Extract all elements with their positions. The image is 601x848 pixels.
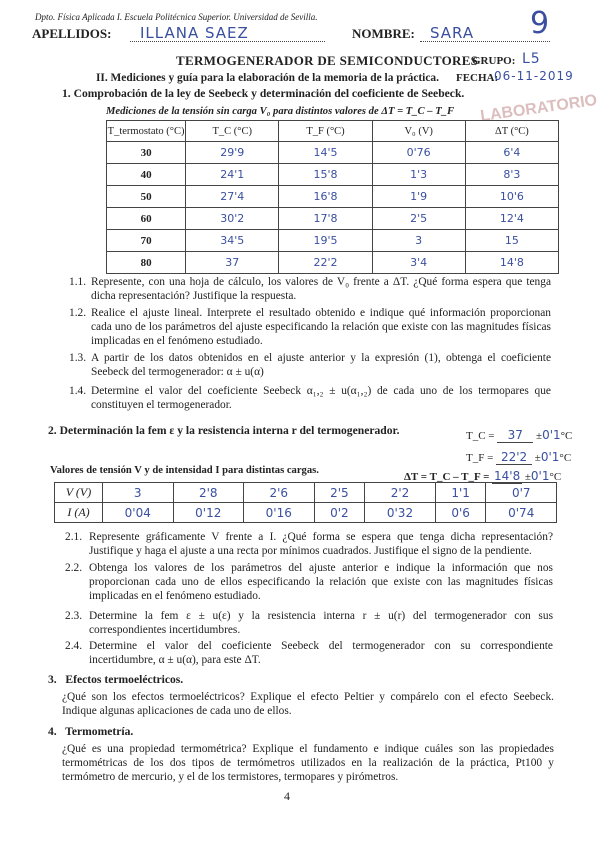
cell: 34'5 bbox=[186, 230, 279, 252]
item-number: 1.4. bbox=[69, 385, 87, 397]
tc-reading bbox=[466, 428, 572, 443]
dt-label: ΔT = T_C – T_F = bbox=[404, 471, 490, 483]
tc-label: T_C = bbox=[466, 430, 495, 442]
col-v0: V₀ (V) bbox=[372, 121, 465, 142]
item-number: 2.4. bbox=[65, 640, 83, 652]
cell: 19'5 bbox=[279, 230, 372, 252]
cell: 0'74 bbox=[486, 503, 557, 523]
fecha-label: FECHA: bbox=[456, 72, 499, 84]
department-line: Dpto. Física Aplicada I. Escuela Politécnica Superior. Universidad de Sevilla. bbox=[35, 12, 318, 22]
tf-error: 0'1 bbox=[540, 450, 560, 464]
cell: 27'4 bbox=[186, 186, 279, 208]
item-1-1-text: Represente, con una hoja de cálculo, los valores de V₀ frente a ΔT. ¿Qué forma espera que tenga dicha representación? Justifique la respuesta. bbox=[91, 276, 551, 302]
item-2-3-text: Determine la fem ε ± u(ε) y la resistencia interna r ± u(r) del termogenerador con sus correspondientes incertidumbres. bbox=[89, 610, 553, 636]
unit: °C bbox=[559, 452, 572, 464]
tf-label: T_F = bbox=[466, 452, 494, 464]
cell: 24'1 bbox=[186, 164, 279, 186]
cell: 50 bbox=[107, 186, 186, 208]
cell: 17'8 bbox=[279, 208, 372, 230]
cell: 2'5 bbox=[314, 483, 365, 503]
item-number: 2.2. bbox=[65, 562, 83, 574]
row-label-i: I (A) bbox=[55, 503, 103, 523]
unit: °C bbox=[549, 471, 562, 483]
item-number: 1.1. bbox=[69, 276, 87, 288]
cell: 8'3 bbox=[465, 164, 558, 186]
table-row bbox=[55, 503, 557, 523]
tf-reading bbox=[466, 450, 571, 465]
apellidos-value: ILLANA SAEZ bbox=[140, 24, 249, 42]
cell: 3'4 bbox=[372, 252, 465, 274]
table-row bbox=[107, 142, 559, 164]
table-row bbox=[107, 164, 559, 186]
page-title: TERMOGENERADOR DE SEMICONDUCTORES bbox=[176, 53, 479, 68]
cell: 40 bbox=[107, 164, 186, 186]
section-2-heading: 2. Determinación la fem ε y la resistencia interna r del termogenerador. bbox=[48, 424, 400, 437]
col-tf: T_F (°C) bbox=[279, 121, 372, 142]
item-2-4-text: Determine el valor del coeficiente Seebeck del termogenerador con su correspondiente incertidumbre, α ± u(α), para este ΔT. bbox=[89, 640, 553, 666]
cell: 29'9 bbox=[186, 142, 279, 164]
cell: 2'8 bbox=[173, 483, 244, 503]
cell: 0'16 bbox=[244, 503, 315, 523]
cell: 15'8 bbox=[279, 164, 372, 186]
row-label-v: V (V) bbox=[55, 483, 103, 503]
tf-value: 22'2 bbox=[496, 450, 532, 465]
cell: 0'32 bbox=[365, 503, 436, 523]
item-number: 2.1. bbox=[65, 531, 83, 543]
cell: 1'1 bbox=[435, 483, 486, 503]
dt-value: 14'8 bbox=[494, 469, 521, 483]
tc-error: 0'1 bbox=[542, 428, 561, 442]
apellidos-underline bbox=[130, 41, 325, 42]
cell: 0'04 bbox=[103, 503, 174, 523]
cell: 0'6 bbox=[435, 503, 486, 523]
table-1-caption: Mediciones de la tensión sin carga V₀ para distintos valores de ΔT = T_C – T_F bbox=[106, 106, 455, 117]
col-t-termostato: T_termostato (°C) bbox=[107, 121, 186, 142]
cell: 0'2 bbox=[314, 503, 365, 523]
cell: 37 bbox=[186, 252, 279, 274]
item-number: 2.3. bbox=[65, 610, 83, 622]
table-row bbox=[107, 208, 559, 230]
seebeck-table bbox=[106, 120, 559, 274]
cell: 30'2 bbox=[186, 208, 279, 230]
laboratory-stamp: LABORATORIO bbox=[479, 91, 599, 126]
section-3-text: ¿Qué son los efectos termoeléctricos? Explique el efecto Peltier y compárelo con el efecto Seebeck. Indique algunas aplicaciones de cada uno de ellos. bbox=[62, 691, 554, 717]
table-2-caption: Valores de tensión V y de intensidad I para distintas cargas. bbox=[50, 465, 319, 476]
table-row bbox=[107, 252, 559, 274]
cell: 12'4 bbox=[465, 208, 558, 230]
pm-sign: ± bbox=[534, 452, 541, 464]
cell: 70 bbox=[107, 230, 186, 252]
fecha-value: 06-11-2019 bbox=[494, 69, 574, 83]
tc-value: 37 bbox=[497, 428, 533, 443]
item-1-4-text: Determine el valor del coeficiente Seebeck α₁,₂ ± u(α₁,₂) de cada uno de los termopares que constituyen el termogenerador. bbox=[91, 385, 551, 411]
dt-error: 0'1 bbox=[530, 469, 550, 483]
pm-sign: ± bbox=[536, 430, 543, 442]
item-1-2-text: Realice el ajuste lineal. Interprete el resultado obtenido e indique qué información proporcionan cada uno de los parámetros del ajuste especificando la relación que existe con las magnitudes físicas implicadas en el fenómeno estudiado. bbox=[91, 307, 551, 347]
item-2-2-text: Obtenga los valores de los parámetros del ajuste anterior e indique la información que nos proporcionan cada uno de ellos especificando la relación que existe con las magnitudes físicas implicadas en el fenómeno estudiado. bbox=[89, 562, 553, 602]
item-number: 1.3. bbox=[69, 352, 87, 364]
cell: 30 bbox=[107, 142, 186, 164]
cell: 2'6 bbox=[244, 483, 315, 503]
table-row bbox=[107, 230, 559, 252]
cell: 6'4 bbox=[465, 142, 558, 164]
pm-sign: ± bbox=[524, 471, 531, 483]
cell: 0'76 bbox=[372, 142, 465, 164]
section-ii-title: II. Mediciones y guía para la elaboración de la memoria de la práctica. bbox=[96, 72, 439, 84]
cell: 3 bbox=[372, 230, 465, 252]
item-2-1-text: Represente gráficamente V frente a I. ¿Qué forma se espera que tenga dicha representación? Justifique y haga el ajuste a una recta por mínimos cuadrados. Justifique el signo de la pendiente. bbox=[89, 531, 553, 557]
cell: 0'12 bbox=[173, 503, 244, 523]
apellidos-label: APELLIDOS: bbox=[32, 26, 112, 41]
cell: 1'3 bbox=[372, 164, 465, 186]
cell: 14'5 bbox=[279, 142, 372, 164]
table-row bbox=[55, 483, 557, 503]
cell: 3 bbox=[103, 483, 174, 503]
grupo-label: GRUPO: bbox=[472, 55, 516, 67]
cell: 22'2 bbox=[279, 252, 372, 274]
section-1-heading: 1. Comprobación de la ley de Seebeck y determinación del coeficiente de Seebeck. bbox=[62, 87, 465, 100]
item-1-3-text: A partir de los datos obtenidos en el ajuste anterior y la expresión (1), obtenga el coeficiente Seebeck del termogenerador: α ± u(α) bbox=[91, 352, 551, 378]
cell: 2'5 bbox=[372, 208, 465, 230]
cell: 1'9 bbox=[372, 186, 465, 208]
nombre-label: NOMBRE: bbox=[352, 26, 415, 41]
page-number: 4 bbox=[284, 789, 290, 803]
vi-table bbox=[54, 482, 557, 523]
cell: 80 bbox=[107, 252, 186, 274]
grade-mark: 9 bbox=[530, 6, 551, 41]
section-3-heading: 3. Efectos termoeléctricos. bbox=[48, 673, 184, 686]
section-4-heading: 4. Termometría. bbox=[48, 725, 134, 738]
col-tc: T_C (°C) bbox=[186, 121, 279, 142]
grupo-value: L5 bbox=[522, 51, 541, 67]
cell: 15 bbox=[465, 230, 558, 252]
cell: 2'2 bbox=[365, 483, 436, 503]
cell: 0'7 bbox=[486, 483, 557, 503]
nombre-value: SARA bbox=[430, 24, 475, 42]
nombre-underline bbox=[420, 41, 550, 42]
cell: 16'8 bbox=[279, 186, 372, 208]
section-4-text: ¿Qué es una propiedad termométrica? Explique el fundamento e indique cuáles son las propiedades termométricas de los dos tipos de termómetros utilizados en la realización de la práctica, Pt100 y termómetro de mercurio, y el de los termistores, termopares y pirómetros. bbox=[62, 743, 554, 783]
cell: 14'8 bbox=[465, 252, 558, 274]
cell: 60 bbox=[107, 208, 186, 230]
item-number: 1.2. bbox=[69, 307, 87, 319]
col-delta-t: ΔT (°C) bbox=[465, 121, 558, 142]
unit: °C bbox=[560, 430, 573, 442]
cell: 10'6 bbox=[465, 186, 558, 208]
table-row bbox=[107, 186, 559, 208]
